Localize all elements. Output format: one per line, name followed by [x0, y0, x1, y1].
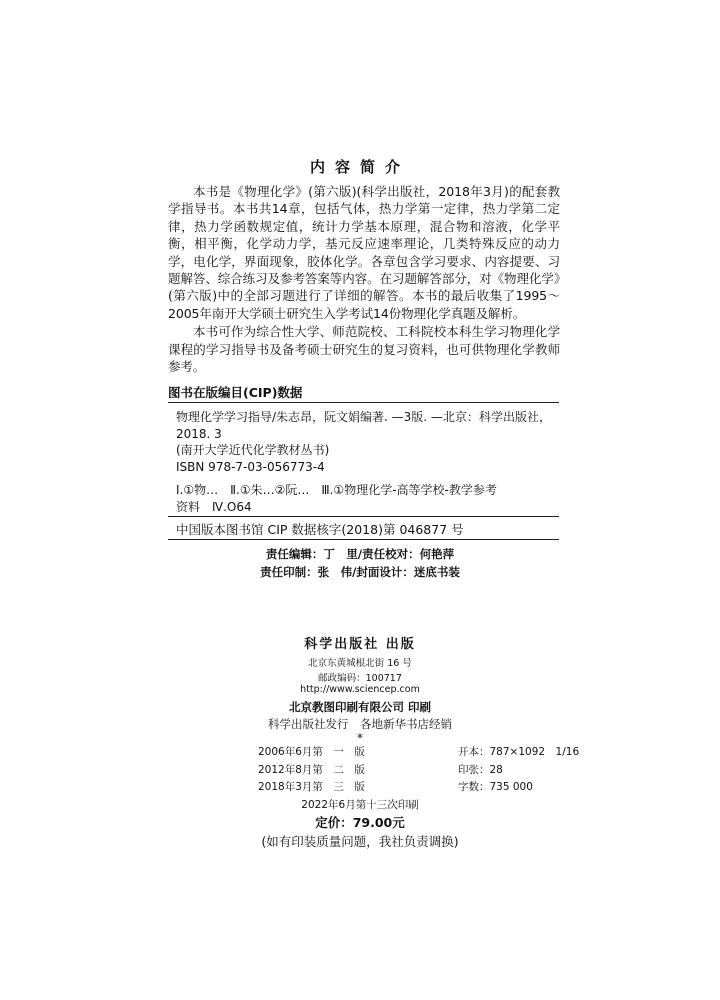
edition-detail: 印张：28 [458, 764, 503, 776]
cip-record [176, 409, 560, 475]
intro-body [168, 183, 560, 375]
intro-title: 内容简介 [309, 158, 410, 176]
publisher-website: http://www.sciencep.com [300, 684, 420, 695]
price: 定价：79.00元 [315, 815, 405, 830]
divider [168, 402, 559, 403]
divider [168, 516, 559, 517]
cip-classification [176, 482, 560, 515]
cip-record-line: 物理化学学习指导/朱志昂，阮文娟编著. —3版. —北京：科学出版社， [176, 410, 551, 424]
separator-star: * [357, 731, 363, 745]
credits-line: 责任编辑：丁 里/责任校对：何艳萍 [265, 547, 455, 561]
edition-line [258, 762, 503, 777]
publisher-address: 北京东黄城根北街 16 号 [308, 658, 412, 669]
intro-paragraph: 本书是《物理化学》(第六版)(科学出版社，2018年3月)的配套教学指导书。本书共14章，包括气体，热力学第一定律，热力学第二定律，热力学函数规定值，统计力学基本原理，混合物和溶液，化学平衡，相平衡，化学动力学，基元反应速率理论，几类特殊反应的动力学，电化学，界面现象，胶体化学。各章包含学习要求、内容提要、习题解答、综合练习及参考答案等内容。在习题解答部分，对《物理化学》(第六版)中的全部习题进行了详细的解答。本书的最后收集了1995～2005年南开大学硕士研究生入学考试14份物理化学真题及解析。 [168, 184, 560, 321]
credits-line: 责任印制：张 伟/封面设计：迷底书装 [260, 565, 460, 579]
cip-classification-line: 资料 Ⅳ.O64 [176, 499, 252, 514]
publisher-name: 科学出版社 出版 [304, 637, 416, 652]
edition-date: 2006年6月第 一 版 [258, 746, 365, 758]
cip-record-line: (南开大学近代化学教材丛书) [176, 443, 330, 457]
divider [168, 539, 559, 540]
distribution: 科学出版社发行 各地新华书店经销 [268, 717, 452, 731]
edition-line [258, 779, 533, 794]
printing-info: 2022年6月第十三次印刷 [301, 799, 419, 811]
publisher-postcode: 邮政编码：100717 [318, 673, 402, 684]
cip-record-line: ISBN 978-7-03-056773-4 [176, 459, 325, 474]
printer: 北京教图印刷有限公司 印刷 [288, 700, 431, 714]
cip-number: 中国版本图书馆 CIP 数据核字(2018)第 046877 号 [176, 522, 464, 537]
edition-date: 2018年3月第 三 版 [258, 781, 365, 793]
cip-record-line: 2018. 3 [176, 426, 222, 441]
edition-line [258, 744, 579, 759]
edition-detail: 字数：735 000 [458, 781, 533, 793]
cip-title: 图书在版编目(CIP)数据 [168, 385, 303, 400]
cip-classification-line: Ⅰ.①物… Ⅱ.①朱…②阮… Ⅲ.①物理化学-高等学校-教学参考 [176, 483, 497, 497]
edition-detail: 开本：787×1092 1/16 [458, 746, 580, 758]
intro-paragraph: 本书可作为综合性大学、师范院校、工科院校本科生学习物理化学课程的学习指导书及备考硕士研究生的复习资料，也可供物理化学教师参考。 [168, 324, 560, 375]
edition-date: 2012年8月第 二 版 [258, 764, 365, 776]
quality-notice: (如有印装质量问题，我社负责调换) [261, 834, 459, 849]
